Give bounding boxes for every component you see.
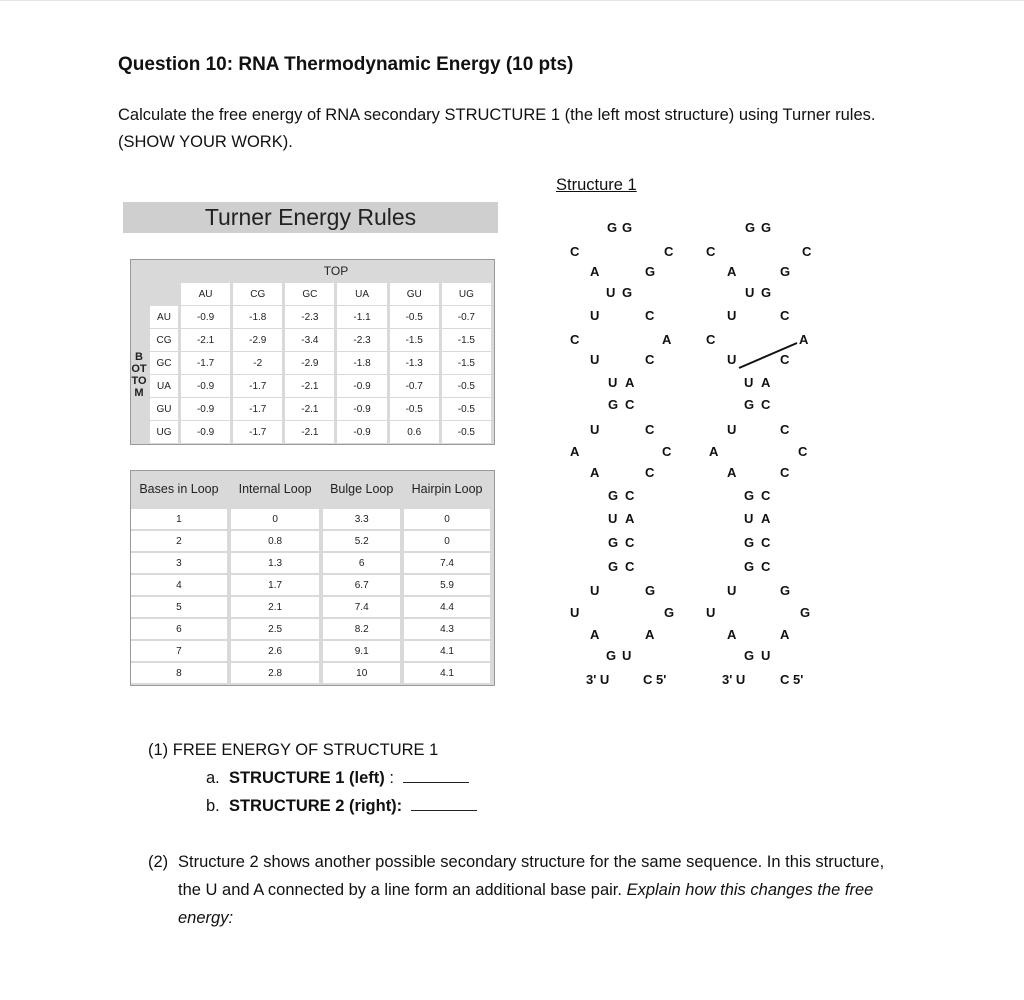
nucleotide: A: [570, 444, 580, 459]
nucleotide: G: [744, 559, 755, 574]
loop-energy-cell: 2.6: [231, 641, 323, 663]
stack-energy-cell: -2.3: [337, 329, 389, 352]
question-2-italic: Explain how this changes the free energy:: [178, 881, 874, 927]
nucleotide: A: [590, 264, 600, 279]
answer-b-label: STRUCTURE 2 (right):: [228, 797, 403, 815]
stack-energy-cell: -1.7: [233, 375, 285, 398]
nucleotide: G: [622, 220, 633, 235]
nucleotide: G: [745, 220, 756, 235]
nucleotide: C: [761, 559, 771, 574]
row-label: GU: [150, 398, 181, 421]
loop-energy-cell: 0: [404, 531, 494, 553]
nucleotide: A: [799, 332, 809, 347]
loop-header: Internal Loop: [231, 471, 323, 509]
answer-item-1: (1) FREE ENERGY OF STRUCTURE 1: [148, 741, 439, 759]
nucleotide: U: [727, 308, 737, 323]
nucleotide: A: [727, 627, 737, 642]
stack-energy-cell: -1.5: [390, 329, 442, 352]
loop-energy-cell: 0: [404, 509, 494, 531]
nucleotide: G: [664, 605, 675, 620]
loop-energy-cell: 7: [131, 641, 231, 663]
nucleotide: U: [590, 583, 600, 598]
loop-energy-cell: 0: [231, 509, 323, 531]
nucleotide: 3' U: [722, 672, 746, 687]
loop-energy-cell: 7.4: [404, 553, 494, 575]
stack-energy-cell: -2.1: [285, 398, 337, 421]
row-label: UG: [150, 421, 181, 444]
nucleotide: C 5': [780, 672, 804, 687]
turner-title: Turner Energy Rules: [204, 204, 417, 230]
answer-b-blank[interactable]: [411, 796, 477, 811]
loop-energy-cell: 4.1: [404, 663, 494, 685]
nucleotide: G: [645, 583, 656, 598]
row-label: CG: [150, 329, 181, 352]
loop-energy-cell: 2.5: [231, 619, 323, 641]
stack-energy-cell: -1.5: [442, 352, 494, 375]
column-header: CG: [233, 283, 285, 306]
stack-energy-cell: -0.9: [337, 398, 389, 421]
nucleotide: U: [727, 422, 737, 437]
nucleotide: C: [570, 332, 580, 347]
stack-energy-cell: -0.7: [442, 306, 494, 329]
loop-energy-cell: 1.7: [231, 575, 323, 597]
stack-energy-cell: -0.7: [390, 375, 442, 398]
stack-energy-cell: -0.5: [442, 398, 494, 421]
column-header: AU: [181, 283, 233, 306]
nucleotide: C: [780, 308, 790, 323]
nucleotide: G: [607, 220, 618, 235]
nucleotide: C: [645, 465, 655, 480]
stack-energy-cell: -0.5: [390, 398, 442, 421]
loop-energy-cell: 8.2: [323, 619, 404, 641]
answer-a-blank[interactable]: [403, 768, 469, 783]
stack-energy-cell: -0.9: [337, 421, 389, 444]
nucleotide: C: [761, 535, 771, 550]
loop-energy-cell: 6: [131, 619, 231, 641]
nucleotide: C: [780, 422, 790, 437]
nucleotide: G: [608, 535, 619, 550]
stack-energy-cell: -0.9: [337, 375, 389, 398]
stack-energy-cell: -3.4: [285, 329, 337, 352]
nucleotide: C: [706, 332, 716, 347]
nucleotide: A: [727, 465, 737, 480]
nucleotide: A: [625, 511, 635, 526]
nucleotide: G: [761, 220, 772, 235]
stack-energy-cell: -1.7: [181, 352, 233, 375]
loop-energy-cell: 1: [131, 509, 231, 531]
stack-energy-cell: -2.1: [181, 329, 233, 352]
answer-a-label: STRUCTURE 1 (left): [228, 769, 385, 787]
answer-a-colon: :: [389, 769, 394, 787]
stack-energy-cell: -1.5: [442, 329, 494, 352]
nucleotide: G: [744, 648, 755, 663]
nucleotide: U: [590, 308, 600, 323]
loop-energy-cell: 4.4: [404, 597, 494, 619]
nucleotide: A: [761, 511, 771, 526]
row-label: UA: [150, 375, 181, 398]
loop-energy-cell: 3.3: [323, 509, 404, 531]
nucleotide: C: [662, 444, 672, 459]
nucleotide: G: [622, 285, 633, 300]
nucleotide: C: [761, 397, 771, 412]
nucleotide: G: [761, 285, 772, 300]
stack-energy-cell: -1.7: [233, 421, 285, 444]
stack-energy-cell: -0.9: [181, 398, 233, 421]
stack-energy-cell: -1.7: [233, 398, 285, 421]
stack-energy-cell: -0.9: [181, 306, 233, 329]
nucleotide: U: [606, 285, 616, 300]
nucleotide: U: [706, 605, 716, 620]
loop-energy-cell: 10: [323, 663, 404, 685]
stack-energy-cell: -2.9: [233, 329, 285, 352]
nucleotide: A: [590, 627, 600, 642]
nucleotide: C: [645, 422, 655, 437]
nucleotide: C: [645, 308, 655, 323]
nucleotide: C: [625, 535, 635, 550]
stack-energy-cell: 0.6: [390, 421, 442, 444]
stack-energy-cell: -1.8: [233, 306, 285, 329]
loop-header: Hairpin Loop: [404, 471, 494, 509]
nucleotide: C: [761, 488, 771, 503]
question-text: Calculate the free energy of RNA secondary STRUCTURE 1 (the left most structure) using Turner rules. (SHOW YOUR WORK).: [118, 106, 876, 151]
nucleotide: C: [802, 244, 812, 259]
nucleotide: U: [744, 375, 754, 390]
nucleotide: G: [608, 488, 619, 503]
loop-energy-cell: 2: [131, 531, 231, 553]
nucleotide: A: [625, 375, 635, 390]
loop-header: Bulge Loop: [323, 471, 404, 509]
answer-b-row: [148, 792, 477, 820]
top-label: TOP: [181, 260, 494, 283]
stack-energy-cell: -2.9: [285, 352, 337, 375]
stack-energy-cell: -1.1: [337, 306, 389, 329]
nucleotide: G: [608, 397, 619, 412]
nucleotide: G: [744, 397, 755, 412]
stack-energy-cell: -2.1: [285, 375, 337, 398]
nucleotide: A: [590, 465, 600, 480]
bottom-label: BOTTOM: [131, 306, 150, 444]
stack-energy-cell: -2.3: [285, 306, 337, 329]
answer-a-row: [148, 764, 477, 792]
nucleotide: A: [761, 375, 771, 390]
question-2-text: Structure 2 shows another possible secondary structure for the same sequence. In this structure, the U and A connected by a line form an additional base pair.: [178, 853, 885, 899]
nucleotide: G: [608, 559, 619, 574]
nucleotide: U: [570, 605, 580, 620]
column-header: GC: [285, 283, 337, 306]
nucleotide: A: [645, 627, 655, 642]
nucleotide: C 5': [643, 672, 667, 687]
ua-base-pair-line: [739, 343, 797, 368]
nucleotide: U: [622, 648, 632, 663]
loop-energy-cell: 2.8: [231, 663, 323, 685]
loop-energy-cell: 2.1: [231, 597, 323, 619]
stack-energy-cell: -1.8: [337, 352, 389, 375]
nucleotide: C: [625, 559, 635, 574]
nucleotide: G: [800, 605, 811, 620]
row-label: AU: [150, 306, 181, 329]
nucleotide: U: [744, 511, 754, 526]
loop-energy-cell: 5.2: [323, 531, 404, 553]
stack-energy-cell: -2.1: [285, 421, 337, 444]
loop-energy-cell: 3: [131, 553, 231, 575]
nucleotide: U: [608, 375, 618, 390]
answers-block: [148, 736, 477, 820]
nucleotide: G: [606, 648, 617, 663]
answer-a-prefix: a.: [206, 769, 220, 787]
column-header: UA: [337, 283, 389, 306]
loop-energy-cell: 1.3: [231, 553, 323, 575]
nucleotide: C: [780, 465, 790, 480]
loop-energy-cell: 6.7: [323, 575, 404, 597]
nucleotide: 3' U: [586, 672, 610, 687]
stack-energy-cell: -0.5: [442, 421, 494, 444]
loop-energy-cell: 4: [131, 575, 231, 597]
nucleotide: C: [645, 352, 655, 367]
nucleotide: U: [727, 352, 737, 367]
nucleotide: A: [780, 627, 790, 642]
nucleotide: U: [590, 422, 600, 437]
nucleotide: U: [745, 285, 755, 300]
column-header: GU: [390, 283, 442, 306]
nucleotide: U: [590, 352, 600, 367]
loop-energy-cell: 4.1: [404, 641, 494, 663]
answer-b-prefix: b.: [206, 797, 220, 815]
nucleotide: U: [761, 648, 771, 663]
column-header: UG: [442, 283, 494, 306]
nucleotide: C: [570, 244, 580, 259]
nucleotide: G: [645, 264, 656, 279]
loop-energy-cell: 9.1: [323, 641, 404, 663]
nucleotide: C: [798, 444, 808, 459]
loop-energy-cell: 7.4: [323, 597, 404, 619]
question-title: Question 10: RNA Thermodynamic Energy (10 pts): [118, 54, 574, 75]
stack-energy-cell: -0.5: [390, 306, 442, 329]
loop-energy-cell: 6: [323, 553, 404, 575]
row-label: GC: [150, 352, 181, 375]
stack-energy-cell: -0.9: [181, 421, 233, 444]
nucleotide: C: [780, 352, 790, 367]
nucleotide: A: [709, 444, 719, 459]
nucleotide: G: [780, 264, 791, 279]
nucleotide: C: [664, 244, 674, 259]
stack-energy-cell: -0.5: [442, 375, 494, 398]
nucleotide: C: [625, 488, 635, 503]
question-2-prefix: (2): [148, 853, 169, 871]
loop-energy-cell: 4.3: [404, 619, 494, 641]
stack-energy-cell: -0.9: [181, 375, 233, 398]
nucleotide: G: [744, 488, 755, 503]
nucleotide: G: [780, 583, 791, 598]
loop-energy-cell: 0.8: [231, 531, 323, 553]
structure-1-label: Structure 1: [556, 176, 637, 194]
loop-energy-cell: 5.9: [404, 575, 494, 597]
nucleotide: A: [727, 264, 737, 279]
nucleotide: U: [727, 583, 737, 598]
nucleotide: A: [662, 332, 672, 347]
loop-header: Bases in Loop: [131, 471, 231, 509]
nucleotide: C: [625, 397, 635, 412]
loop-energy-cell: 5: [131, 597, 231, 619]
stack-energy-cell: -1.3: [390, 352, 442, 375]
nucleotide: U: [608, 511, 618, 526]
stack-energy-cell: -2: [233, 352, 285, 375]
nucleotide: C: [706, 244, 716, 259]
loop-energy-cell: 8: [131, 663, 231, 685]
nucleotide: G: [744, 535, 755, 550]
question-2: [148, 848, 908, 932]
